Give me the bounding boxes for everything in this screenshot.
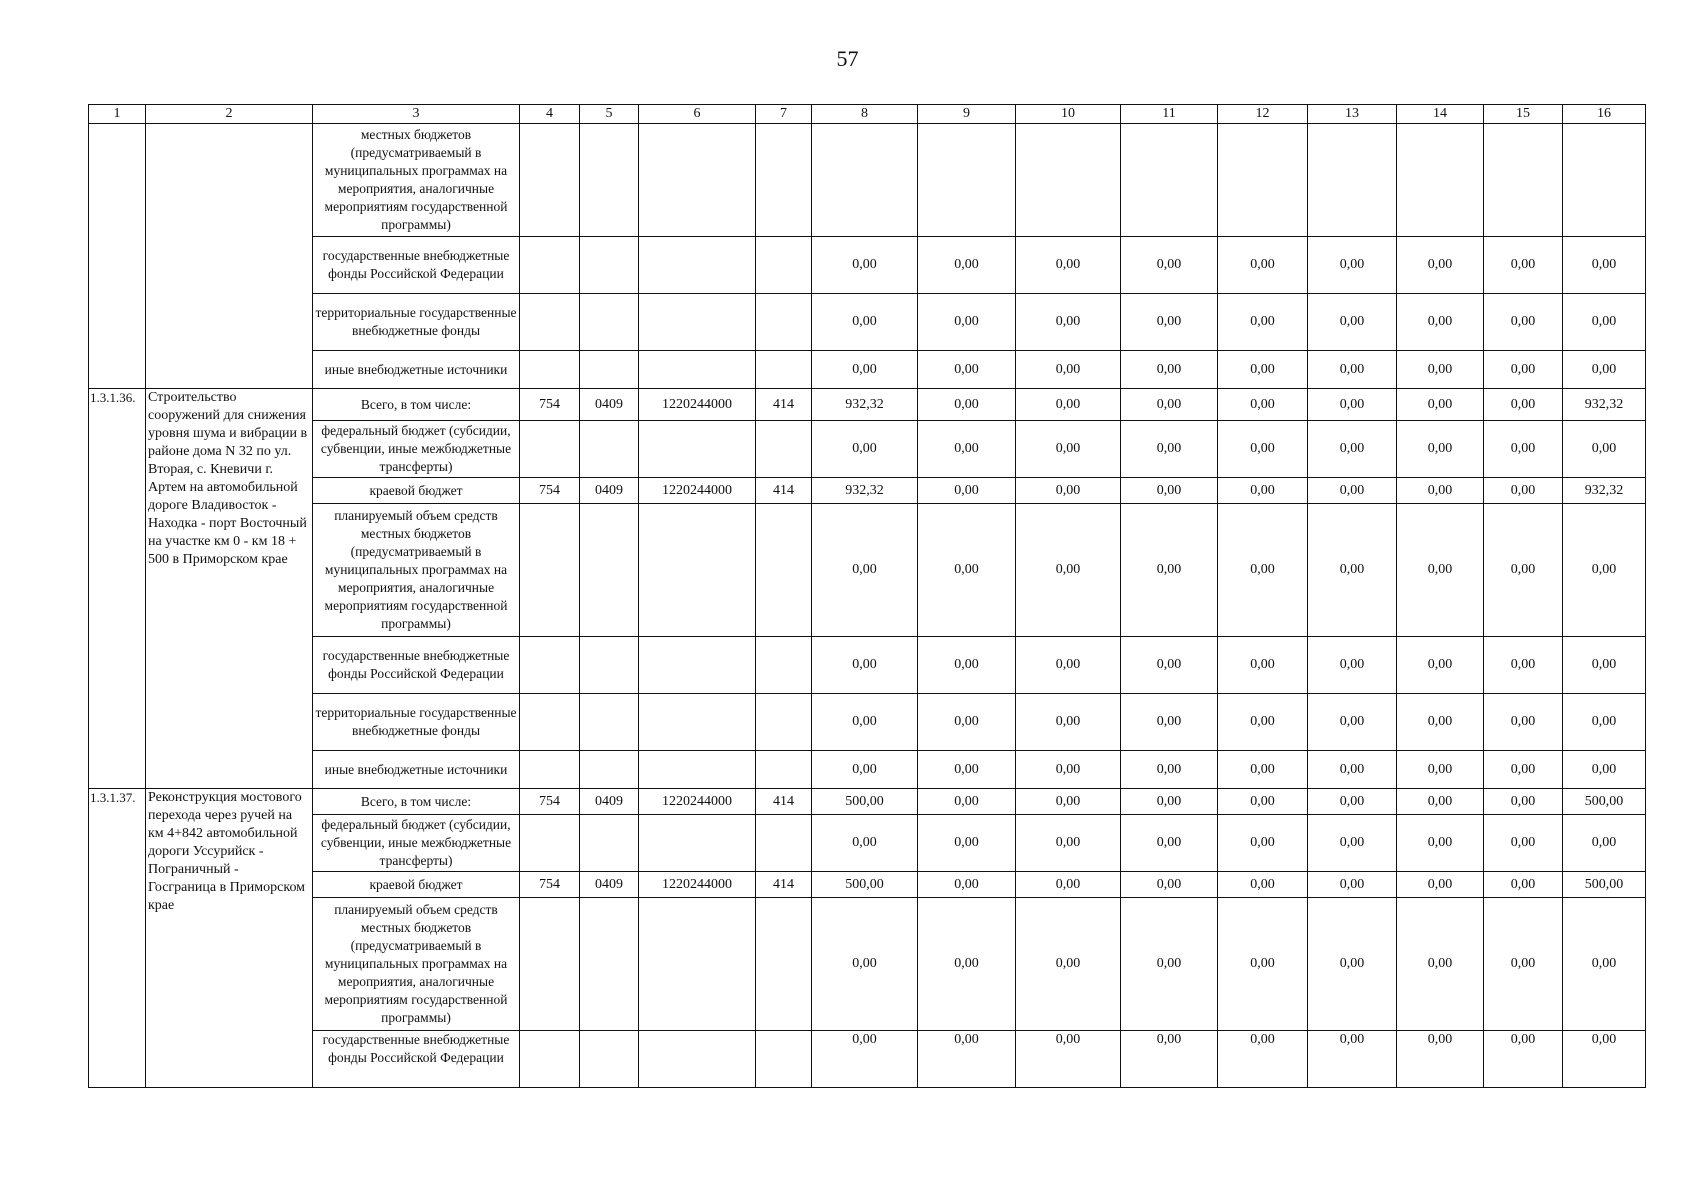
item-name [146,124,313,389]
table-row [89,504,1646,637]
amount-cell: 0,00 [1563,898,1646,1031]
amount-cell: 0,00 [1016,478,1121,504]
amount-cell: 0,00 [1484,751,1563,789]
amount-cell: 0,00 [1308,351,1397,389]
amount-cell: 0,00 [1484,478,1563,504]
amount-cell: 0,00 [1563,694,1646,751]
col-header: 8 [812,105,918,124]
amount-cell: 0,00 [1397,637,1484,694]
amount-cell: 0,00 [1484,694,1563,751]
amount-cell: 0,00 [918,898,1016,1031]
admin-code [520,237,580,294]
amount-cell: 0,00 [918,694,1016,751]
admin-code: 754 [520,789,580,815]
section-code [580,694,639,751]
section-code [580,237,639,294]
section-code: 0409 [580,789,639,815]
admin-code [520,1031,580,1088]
amount-cell: 0,00 [1218,478,1308,504]
amount-cell: 932,32 [812,389,918,421]
amount-cell: 932,32 [1563,478,1646,504]
section-code: 0409 [580,872,639,898]
amount-cell: 0,00 [1397,421,1484,478]
amount-cell: 0,00 [1484,351,1563,389]
target-article-code [639,124,756,237]
admin-code: 754 [520,478,580,504]
amount-cell: 0,00 [1308,872,1397,898]
amount-cell: 0,00 [812,898,918,1031]
amount-cell: 0,00 [1484,898,1563,1031]
section-code [580,751,639,789]
col-header: 14 [1397,105,1484,124]
admin-code: 754 [520,389,580,421]
amount-cell: 0,00 [812,294,918,351]
expense-type-code [756,815,812,872]
amount-cell: 0,00 [1121,694,1218,751]
amount-cell: 0,00 [1218,237,1308,294]
amount-cell: 0,00 [918,789,1016,815]
expense-type-code: 414 [756,478,812,504]
amount-cell: 0,00 [1308,389,1397,421]
amount-cell [1016,124,1121,237]
col-header: 2 [146,105,313,124]
expense-type-code: 414 [756,789,812,815]
expense-type-code [756,694,812,751]
col-header: 9 [918,105,1016,124]
amount-cell: 0,00 [1218,1031,1308,1088]
amount-cell: 0,00 [1016,815,1121,872]
amount-cell: 0,00 [1218,637,1308,694]
amount-cell: 0,00 [1121,1031,1218,1088]
amount-cell: 0,00 [1016,898,1121,1031]
funding-source: Всего, в том числе: [313,789,520,815]
amount-cell: 0,00 [1218,815,1308,872]
amount-cell: 0,00 [1484,872,1563,898]
expense-type-code [756,294,812,351]
amount-cell: 0,00 [1218,351,1308,389]
col-header: 1 [89,105,146,124]
amount-cell: 0,00 [1308,751,1397,789]
target-article-code [639,1031,756,1088]
amount-cell: 932,32 [1563,389,1646,421]
budget-table [88,104,1646,1088]
expense-type-code: 414 [756,389,812,421]
admin-code [520,637,580,694]
funding-source: краевой бюджет [313,478,520,504]
amount-cell: 0,00 [1308,815,1397,872]
amount-cell: 0,00 [812,637,918,694]
amount-cell: 0,00 [812,1031,918,1088]
target-article-code [639,751,756,789]
amount-cell: 0,00 [1484,789,1563,815]
amount-cell [918,124,1016,237]
section-code [580,421,639,478]
funding-source: иные внебюджетные источники [313,751,520,789]
col-header: 16 [1563,105,1646,124]
table-row [89,872,1646,898]
amount-cell: 0,00 [1218,389,1308,421]
amount-cell: 0,00 [1016,751,1121,789]
expense-type-code [756,421,812,478]
table-row [89,1031,1646,1088]
amount-cell: 0,00 [1016,872,1121,898]
amount-cell: 0,00 [1121,815,1218,872]
amount-cell: 0,00 [1121,389,1218,421]
amount-cell: 0,00 [1121,294,1218,351]
amount-cell: 0,00 [1016,789,1121,815]
funding-source: территориальные государственные внебюджетные фонды [313,694,520,751]
section-code [580,898,639,1031]
col-header: 6 [639,105,756,124]
amount-cell: 0,00 [1218,421,1308,478]
expense-type-code [756,898,812,1031]
admin-code: 754 [520,872,580,898]
amount-cell: 0,00 [1308,898,1397,1031]
amount-cell: 0,00 [918,872,1016,898]
col-header: 7 [756,105,812,124]
amount-cell: 0,00 [1218,872,1308,898]
item-code: 1.3.1.37. [89,789,146,1088]
amount-cell: 0,00 [1484,504,1563,637]
amount-cell: 0,00 [1397,694,1484,751]
section-code [580,504,639,637]
amount-cell: 0,00 [1563,815,1646,872]
target-article-code [639,351,756,389]
amount-cell: 932,32 [812,478,918,504]
target-article-code: 1220244000 [639,389,756,421]
section-code [580,815,639,872]
amount-cell: 0,00 [1397,1031,1484,1088]
table-row [89,789,1646,815]
admin-code [520,694,580,751]
amount-cell: 0,00 [918,815,1016,872]
amount-cell: 0,00 [1308,478,1397,504]
amount-cell: 0,00 [1563,1031,1646,1088]
expense-type-code [756,237,812,294]
col-header: 5 [580,105,639,124]
amount-cell: 500,00 [812,789,918,815]
item-name: Строительство сооружений для снижения уровня шума и вибрации в районе дома N 32 по ул. Вторая, с. Кневичи г. Артем на автомобильной дороге Владивосток - Находка - порт Восточный на участке км 0 - км 18 + 500 в Приморском крае [146,389,313,789]
amount-cell: 0,00 [1121,751,1218,789]
col-header: 3 [313,105,520,124]
amount-cell: 0,00 [1397,815,1484,872]
amount-cell: 0,00 [812,421,918,478]
amount-cell: 0,00 [1121,421,1218,478]
amount-cell: 0,00 [812,504,918,637]
target-article-code [639,815,756,872]
amount-cell [1397,124,1484,237]
amount-cell: 0,00 [918,751,1016,789]
amount-cell [1563,124,1646,237]
table-row [89,351,1646,389]
amount-cell: 0,00 [1016,637,1121,694]
amount-cell: 0,00 [1218,504,1308,637]
table-row [89,751,1646,789]
amount-cell: 500,00 [812,872,918,898]
funding-source: государственные внебюджетные фонды Российской Федерации [313,237,520,294]
amount-cell: 0,00 [1016,237,1121,294]
amount-cell: 0,00 [1218,898,1308,1031]
col-header: 11 [1121,105,1218,124]
amount-cell: 0,00 [1397,751,1484,789]
amount-cell: 0,00 [1308,694,1397,751]
expense-type-code [756,351,812,389]
item-name: Реконструкция мостового перехода через ручей на км 4+842 автомобильной дороги Уссурийск - Пограничный - Госграница в Приморском крае [146,789,313,1088]
admin-code [520,815,580,872]
amount-cell: 0,00 [1016,389,1121,421]
target-article-code [639,294,756,351]
target-article-code [639,637,756,694]
funding-source: планируемый объем средств местных бюджетов (предусматриваемый в муниципальных программах на мероприятия, аналогичные мероприятиям государственной программы) [313,504,520,637]
amount-cell: 0,00 [918,1031,1016,1088]
amount-cell: 0,00 [1397,504,1484,637]
amount-cell: 0,00 [918,504,1016,637]
funding-source: федеральный бюджет (субсидии, субвенции, иные межбюджетные трансферты) [313,421,520,478]
target-article-code [639,898,756,1031]
amount-cell: 0,00 [1016,294,1121,351]
expense-type-code [756,751,812,789]
col-header: 12 [1218,105,1308,124]
amount-cell: 0,00 [1308,637,1397,694]
target-article-code [639,694,756,751]
target-article-code [639,421,756,478]
amount-cell: 0,00 [1121,351,1218,389]
amount-cell: 0,00 [1016,694,1121,751]
col-header: 13 [1308,105,1397,124]
amount-cell: 0,00 [1308,237,1397,294]
section-code [580,294,639,351]
amount-cell: 0,00 [1397,789,1484,815]
amount-cell: 0,00 [1121,789,1218,815]
target-article-code [639,504,756,637]
expense-type-code [756,637,812,694]
funding-source: государственные внебюджетные фонды Российской Федерации [313,637,520,694]
amount-cell: 0,00 [1484,1031,1563,1088]
amount-cell: 0,00 [1484,294,1563,351]
amount-cell: 0,00 [1308,789,1397,815]
amount-cell: 0,00 [1308,1031,1397,1088]
amount-cell: 0,00 [1397,898,1484,1031]
amount-cell: 0,00 [1563,751,1646,789]
amount-cell: 0,00 [1308,421,1397,478]
amount-cell: 0,00 [1016,421,1121,478]
amount-cell: 0,00 [1397,478,1484,504]
admin-code [520,421,580,478]
target-article-code: 1220244000 [639,478,756,504]
section-code [580,351,639,389]
amount-cell: 0,00 [1563,637,1646,694]
amount-cell: 0,00 [1308,294,1397,351]
table-row [89,478,1646,504]
amount-cell: 0,00 [1484,815,1563,872]
target-article-code: 1220244000 [639,789,756,815]
table-row [89,815,1646,872]
amount-cell: 0,00 [1484,389,1563,421]
item-code: 1.3.1.36. [89,389,146,789]
amount-cell: 0,00 [812,694,918,751]
expense-type-code: 414 [756,872,812,898]
amount-cell: 0,00 [1563,421,1646,478]
table-row [89,294,1646,351]
target-article-code [639,237,756,294]
amount-cell: 0,00 [918,389,1016,421]
amount-cell: 500,00 [1563,872,1646,898]
amount-cell [1121,124,1218,237]
item-code [89,124,146,389]
section-code [580,637,639,694]
amount-cell: 0,00 [1308,504,1397,637]
table-row [89,124,1646,237]
funding-source: территориальные государственные внебюджетные фонды [313,294,520,351]
expense-type-code [756,124,812,237]
admin-code [520,898,580,1031]
funding-source: иные внебюджетные источники [313,351,520,389]
header-row [89,105,1646,124]
amount-cell: 0,00 [1484,637,1563,694]
col-header: 10 [1016,105,1121,124]
col-header: 15 [1484,105,1563,124]
amount-cell: 0,00 [918,478,1016,504]
amount-cell: 0,00 [1563,237,1646,294]
section-code: 0409 [580,389,639,421]
amount-cell: 0,00 [918,351,1016,389]
table-body [89,105,1646,1088]
amount-cell: 0,00 [1218,294,1308,351]
amount-cell: 0,00 [1397,237,1484,294]
amount-cell: 0,00 [812,751,918,789]
section-code [580,124,639,237]
amount-cell: 0,00 [1563,351,1646,389]
amount-cell: 0,00 [1397,389,1484,421]
admin-code [520,504,580,637]
amount-cell [812,124,918,237]
table-row [89,237,1646,294]
amount-cell: 0,00 [918,294,1016,351]
admin-code [520,124,580,237]
amount-cell: 0,00 [1016,1031,1121,1088]
amount-cell: 0,00 [1121,237,1218,294]
amount-cell: 0,00 [1121,872,1218,898]
target-article-code: 1220244000 [639,872,756,898]
funding-source: планируемый объем средств местных бюджетов (предусматриваемый в муниципальных программах на мероприятия, аналогичные мероприятиям государственной программы) [313,898,520,1031]
funding-source: краевой бюджет [313,872,520,898]
amount-cell: 0,00 [1016,351,1121,389]
amount-cell: 0,00 [918,237,1016,294]
expense-type-code [756,1031,812,1088]
amount-cell: 0,00 [1121,478,1218,504]
amount-cell: 0,00 [1397,294,1484,351]
table-row [89,421,1646,478]
funding-source: государственные внебюджетные фонды Российской Федерации [313,1031,520,1088]
table-row [89,694,1646,751]
table-row [89,898,1646,1031]
page-number: 57 [836,46,859,71]
section-code: 0409 [580,478,639,504]
amount-cell: 0,00 [1563,504,1646,637]
admin-code [520,294,580,351]
section-code [580,1031,639,1088]
amount-cell: 0,00 [812,815,918,872]
amount-cell: 0,00 [1563,294,1646,351]
col-header: 4 [520,105,580,124]
admin-code [520,351,580,389]
amount-cell: 0,00 [1218,789,1308,815]
amount-cell: 0,00 [1218,751,1308,789]
amount-cell: 0,00 [1484,237,1563,294]
amount-cell: 500,00 [1563,789,1646,815]
amount-cell [1484,124,1563,237]
amount-cell [1308,124,1397,237]
amount-cell: 0,00 [1397,872,1484,898]
admin-code [520,751,580,789]
amount-cell: 0,00 [812,237,918,294]
amount-cell: 0,00 [1121,637,1218,694]
expense-type-code [756,504,812,637]
amount-cell: 0,00 [1121,898,1218,1031]
funding-source: местных бюджетов (предусматриваемый в муниципальных программах на мероприятия, аналогичные мероприятиям государственной программы) [313,124,520,237]
amount-cell: 0,00 [1484,421,1563,478]
amount-cell: 0,00 [1121,504,1218,637]
amount-cell: 0,00 [1397,351,1484,389]
table-row [89,389,1646,421]
amount-cell: 0,00 [1218,694,1308,751]
amount-cell: 0,00 [812,351,918,389]
amount-cell: 0,00 [1016,504,1121,637]
amount-cell: 0,00 [918,637,1016,694]
funding-source: Всего, в том числе: [313,389,520,421]
amount-cell: 0,00 [918,421,1016,478]
table-row [89,637,1646,694]
funding-source: федеральный бюджет (субсидии, субвенции, иные межбюджетные трансферты) [313,815,520,872]
amount-cell [1218,124,1308,237]
